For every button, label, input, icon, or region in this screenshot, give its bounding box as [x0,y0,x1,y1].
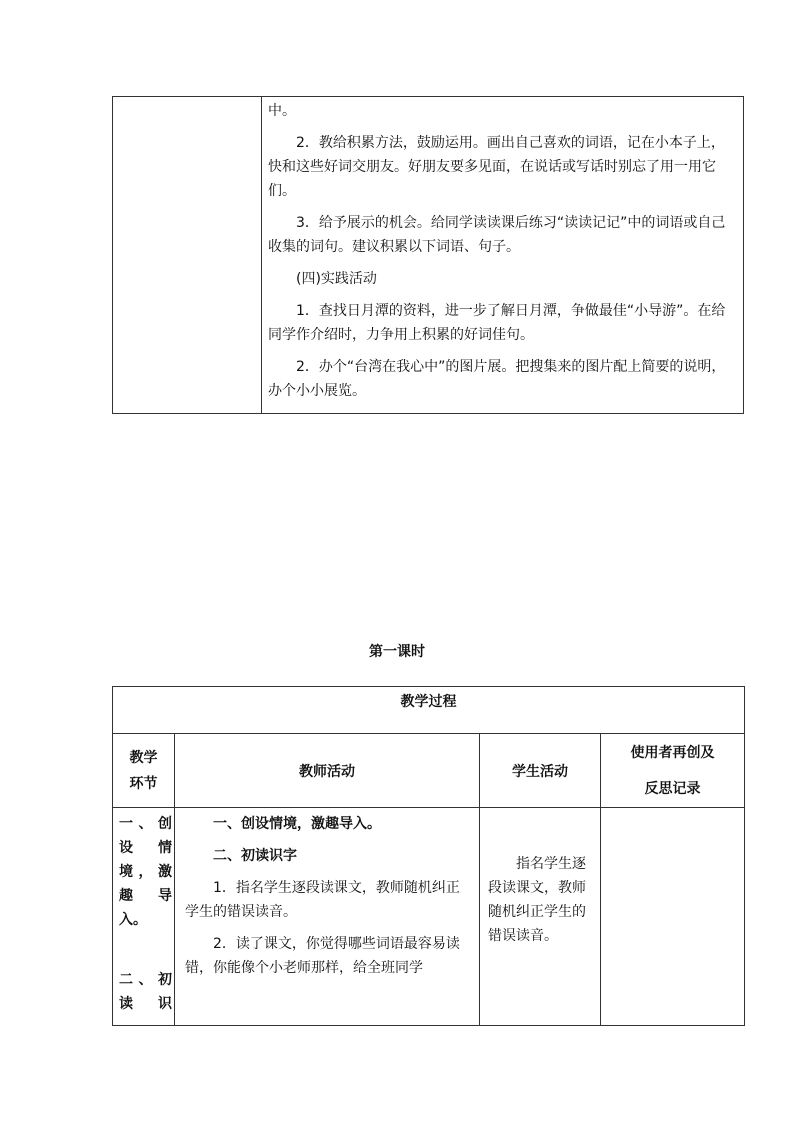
student-activity-cell [480,808,601,1026]
paragraph: 2．办个“台湾在我心中”的图片展。把搜集来的图片配上简要的说明，办个小小展览。 [268,359,726,399]
paragraph: 中。 [268,103,296,119]
paragraph: 3．给予展示的机会。给同学读读课后练习“读读记记”中的词语或自己收集的词句。建议积累以下词语、句子。 [268,215,726,255]
stage-line: 趣 导 [119,888,172,904]
section-heading: 二、初读识字 [213,848,297,864]
teacher-activity-cell [175,808,480,1026]
table-header: 教学过程 [113,687,745,734]
paragraph: 2．教给积累方法，鼓励运用。画出自己喜欢的词语，记在小本子上，快和这些好词交朋友。好朋友要多见面，在说话或写话时别忘了用一用它们。 [268,135,725,199]
reflection-cell [601,808,745,1026]
empty-stage-cell [113,97,262,414]
section-heading: (四)实践活动 [296,271,377,287]
column-header-reflection: 使用者再创及反思记录 [601,734,745,808]
continuation-table [112,96,744,414]
paragraph: 指名学生逐段读课文，教师随机纠正学生的错误读音。 [488,856,586,944]
stage-line: 入。 [119,912,147,928]
column-header-stage: 教学环节 [113,734,175,808]
stage-line: 二、初 [119,972,172,988]
paragraph: 2．读了课文，你觉得哪些词语最容易读错，你能像个小老师那样，给全班同学 [185,936,460,976]
paragraph: 1．指名学生逐段读课文，教师随机纠正学生的错误读音。 [185,880,460,920]
stage-line: 一、创 [119,816,172,832]
stage-line: 读 识 [119,996,172,1012]
stage-line: 境，激 [119,864,172,880]
lesson-title: 第一课时 [369,644,425,660]
section-heading: 一、创设情境，激趣导入。 [213,816,381,832]
column-header-teacher: 教师活动 [175,734,480,808]
teaching-process-table [112,686,745,1026]
activity-cell [262,97,744,414]
column-header-student: 学生活动 [480,734,601,808]
stage-cell [113,808,175,1026]
stage-line: 设 情 [119,840,172,856]
paragraph: 1．查找日月潭的资料，进一步了解日月潭，争做最佳“小导游”。在给同学作介绍时，力争用上积累的好词佳句。 [268,303,726,343]
